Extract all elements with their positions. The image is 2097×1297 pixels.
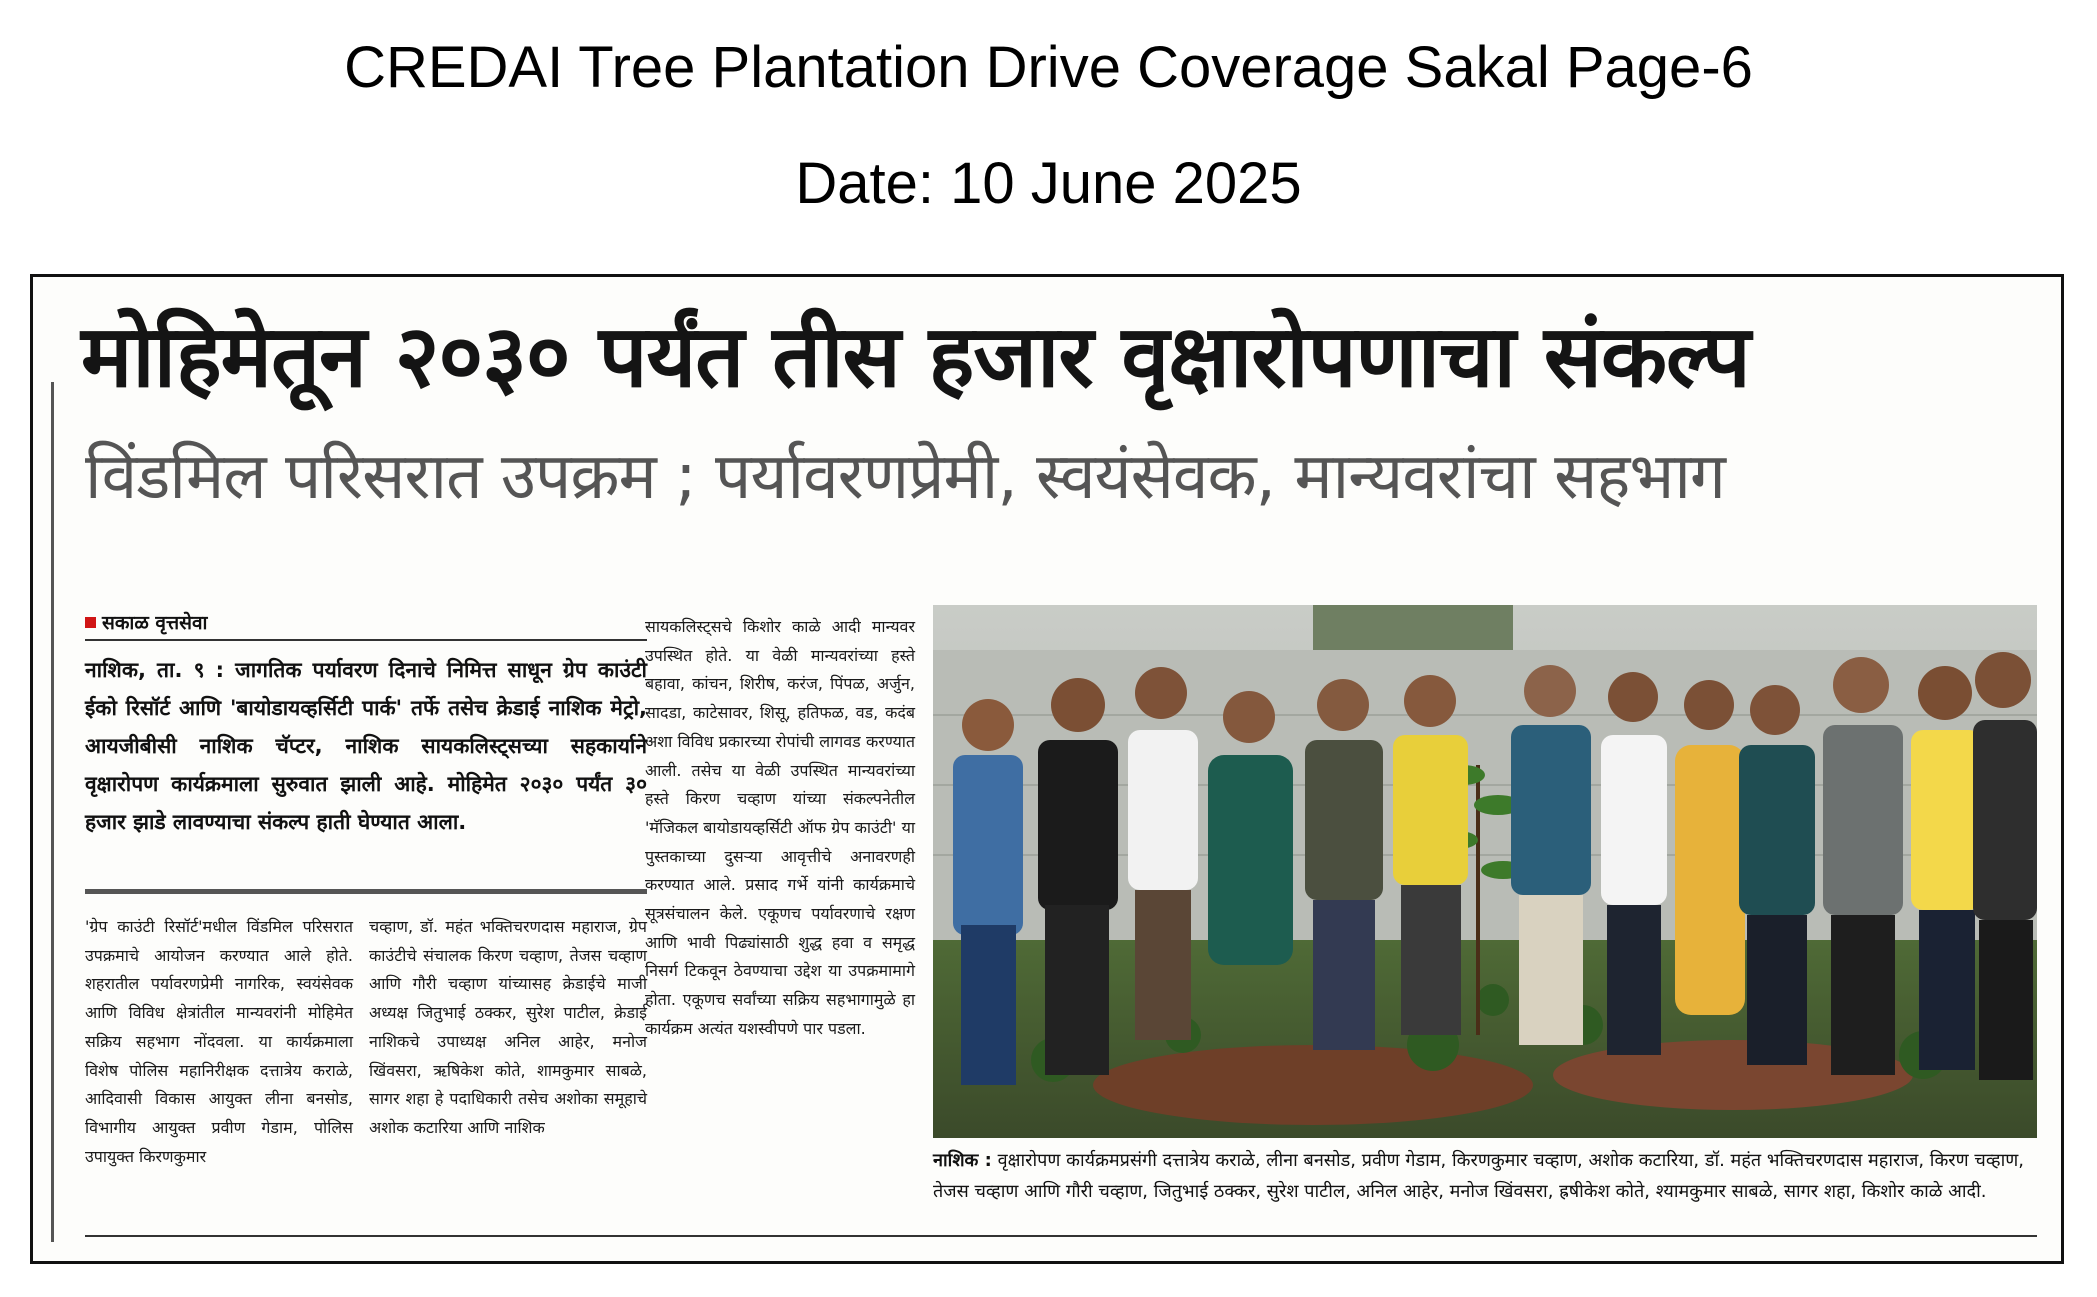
caption-text: वृक्षारोपण कार्यक्रमप्रसंगी दत्तात्रेय कराळे, लीना बनसोड, प्रवीण गेडाम, किरणकुमार चव्हाण, अशोक कटारिया, डॉ. महंत भक्तिचरणदास महाराज, किरण चव्हाण, तेजस चव्हाण आणि गौरी चव्हाण, जितुभाई ठक्कर, सुरेश पाटील, अनिल आहेर, मनोज खिंवसरा, ह्रषीकेश कोते, श्यामकुमार साबळे, सागर शहा, किशोर काळे आदी. [933,1150,2024,1202]
article-subheadline: विंडमिल परिसरात उपक्रम ; पर्यावरणप्रेमी, स्वयंसेवक, मान्यवरांचा सहभाग [85,440,1725,514]
article-headline: मोहिमेतून २०३० पर्यंत तीस हजार वृक्षारोपणाचा संकल्प [81,307,1750,407]
byline-text: सकाळ वृत्तसेवा [102,612,208,634]
lead-rule [85,889,647,894]
bottom-rule [85,1235,2037,1237]
article-lead: नाशिक, ता. ९ : जागतिक पर्यावरण दिनाचे निमित्त साधून ग्रेप काउंटी ईको रिसॉर्ट आणि 'बायोडायव्हर्सिटी पार्क' तर्फे तसेच क्रेडाई नाशिक मेट्रो, आयजीबीसी नाशिक चॅप्टर, नाशिक सायकलिस्ट्सच्या सहकार्याने वृक्षारोपण कार्यक्रमाला सुरुवात झाली आहे. मोहिमेत २०३० पर्यंत ३० हजार झाडे लावण्याचा संकल्प हाती घेण्यात आला. [85,658,647,834]
article-column-2: चव्हाण, डॉ. महंत भक्तिचरणदास महाराज, ग्रेप काउंटीचे संचालक किरण चव्हाण, तेजस चव्हाण आणि गौरी चव्हाण यांच्यासह क्रेडाईचे माजी अध्यक्ष जितुभाई ठक्कर, सुरेश पाटील, क्रेडाई नाशिकचे उपाध्यक्ष अनिल आहेर, मनोज खिंवसरा, ऋषिकेश कोते, शामकुमार साबळे, सागर शहा हे पदाधिकारी तसेच अशोका समूहाचे अशोक कटारिया आणि नाशिक [369,917,647,1137]
page-title: CREDAI Tree Plantation Drive Coverage Sakal Page-6 [344,35,1753,100]
byline [85,609,207,635]
article-column-3: सायकलिस्ट्सचे किशोर काळे आदी मान्यवर उपस्थित होते. या वेळी मान्यवरांच्या हस्ते बहावा, कांचन, शिरीष, करंज, पिंपळ, अर्जुन, सादडा, काटेसावर, शिसू, हतिफळ, वड, कदंब अशा विविध प्रकारच्या रोपांची लागवड करण्यात आली. तसेच या वेळी उपस्थित मान्यवरांच्या हस्ते किरण चव्हाण यांच्या संकल्पनेतील 'मॅजिकल बायोडायव्हर्सिटी ऑफ ग्रेप काउंटी' या पुस्तकाच्या दुसऱ्या आवृत्तीचे अनावरणही करण्यात आले. प्रसाद गर्भे यांनी कार्यक्रमाचे सूत्रसंचालन केले. एकूणच पर्यावरणाचे रक्षण आणि भावी पिढ्यांसाठी शुद्ध हवा व समृद्ध निसर्ग टिकवून ठेवण्याचा उद्देश या उपक्रमामागे होता. एकूणच सर्वांच्या सक्रिय सहभागामुळे हा कार्यक्रम अत्यंत यशस्वीपणे पार पडला. [645,617,915,1038]
byline-square-icon [85,617,96,628]
page-date: Date: 10 June 2025 [795,151,1302,216]
newspaper-clipping [30,274,2064,1264]
byline-rule [85,639,647,641]
caption-label: नाशिक : [933,1150,992,1171]
photo-caption [933,1145,2037,1207]
group-photo-icon [933,605,2037,1138]
article-column-1: 'ग्रेप काउंटी रिसॉर्ट'मधील विंडमिल परिसरात उपक्रमाचे आयोजन करण्यात आले होते. शहरातील पर्यावरणप्रेमी नागरिक, स्वयंसेवक आणि विविध क्षेत्रांतील मान्यवरांनी मोहिमेत सक्रिय सहभाग नोंदवला. या कार्यक्रमाला विशेष पोलिस महानिरीक्षक दत्तात्रेय कराळे, आदिवासी विकास आयुक्त लीना बनसोड, विभागीय आयुक्त प्रवीण गेडाम, पोलिस उपायुक्त किरणकुमार [85,917,353,1166]
left-column-rule [51,382,54,1242]
